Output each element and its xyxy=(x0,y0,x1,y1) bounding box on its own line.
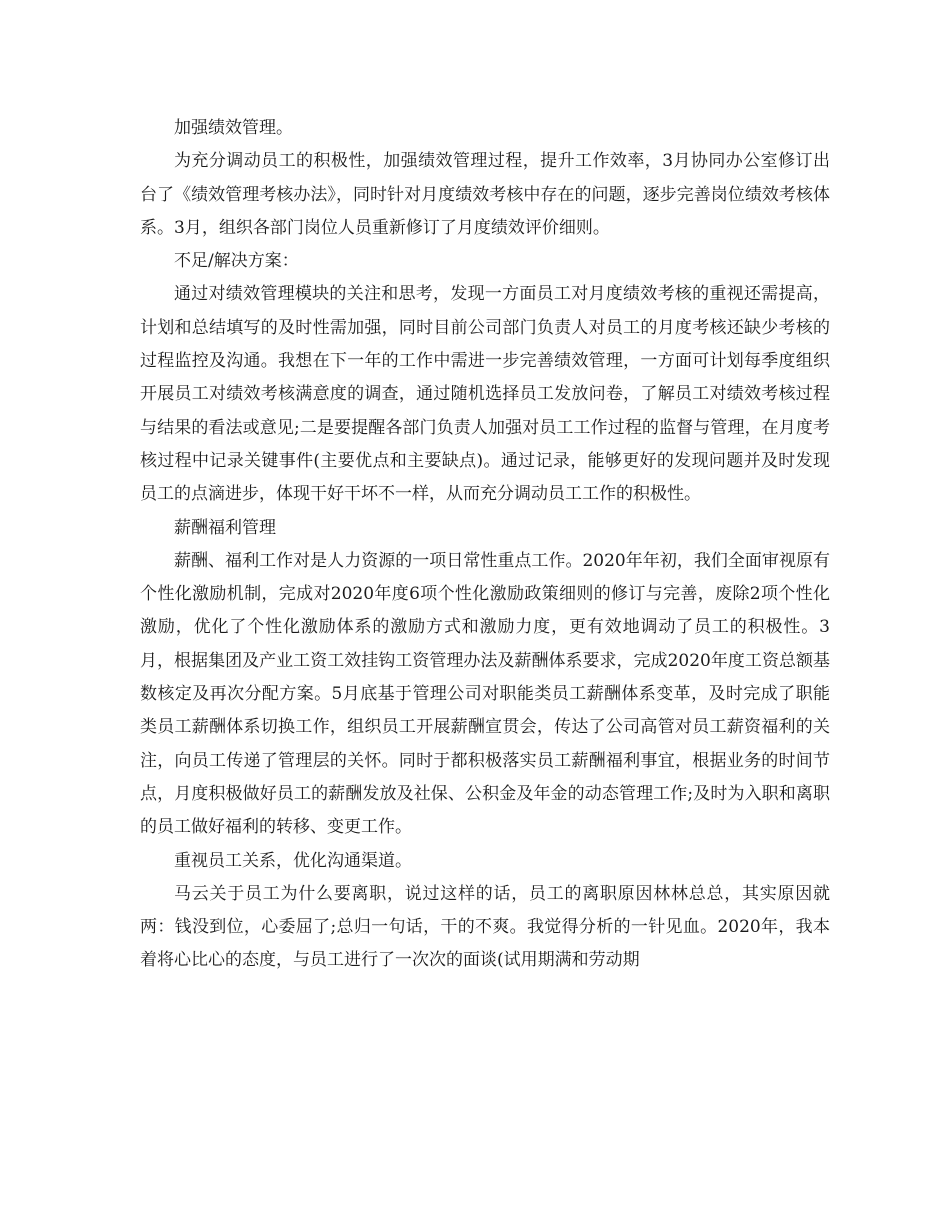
section-heading-employee-relations: 重视员工关系，优化沟通渠道。 xyxy=(174,850,412,871)
paragraph-compensation: 薪酬、福利工作对是人力资源的一项日常性重点工作。2020年年初，我们全面审视原有个性化激励机制，完成对2020年度6项个性化激励政策细则的修订与完善，废除2项个性化激励，优化了个性化激励体系的激励方式和激励力度，更有效地调动了员工的积极性。3月，根据集团及产业工资工效挂钩工资管理办法及薪酬体系要求，完成2020年度工资总额基数核定及再次分配方案。5月底基于管理公司对职能类员工薪酬体系变革，及时完成了职能类员工薪酬体系切换工作，组织员工开展薪酬宣贯会，传达了公司高管对员工薪资福利的关注，向员工传递了管理层的关怀。同时于都积极落实员工薪酬福利事宜，根据业务的时间节点，月度积极做好员工的薪酬发放及社保、公积金及年金的动态管理工作;及时为入职和离职的员工做好福利的转移、变更工作。 xyxy=(140,550,830,838)
paragraph-performance: 为充分调动员工的积极性，加强绩效管理过程，提升工作效率，3月协同办公室修订出台了《绩效管理考核办法》，同时针对月度绩效考核中存在的问题，逐步完善岗位绩效考核体系。3月，组织各部门岗位人员重新修订了月度绩效评价细则。 xyxy=(140,151,830,238)
section-heading-performance: 加强绩效管理。 xyxy=(174,118,293,138)
paragraph-shortcomings: 通过对绩效管理模块的关注和思考，发现一方面员工对月度绩效考核的重视还需提高，计划和总结填写的及时性需加强，同时目前公司部门负责人对员工的月度考核还缺少考核的过程监控及沟通。我想在下一年的工作中需进一步完善绩效管理，一方面可计划每季度组织开展员工对绩效考核满意度的调查，通过随机选择员工发放问卷，了解员工对绩效考核过程与结果的看法或意见;二是要提醒各部门负责人加强对员工工作过程的监督与管理，在月度考核过程中记录关键事件(主要优点和主要缺点)。通过记录，能够更好的发现问题并及时发现员工的点滴进步，体现干好干坏不一样，从而充分调动员工工作的积极性。 xyxy=(140,284,830,505)
section-heading-shortcomings: 不足/解决方案： xyxy=(174,251,299,272)
document-body xyxy=(140,112,830,978)
paragraph-employee-relations: 马云关于员工为什么要离职，说过这样的话，员工的离职原因林林总总，其实原因就两：钱没到位，心委屈了;总归一句话，干的不爽。我觉得分析的一针见血。2020年，我本着将心比心的态度，与员工进行了一次次的面谈(试用期满和劳动期 xyxy=(140,883,830,971)
section-heading-compensation: 薪酬福利管理 xyxy=(174,517,276,538)
